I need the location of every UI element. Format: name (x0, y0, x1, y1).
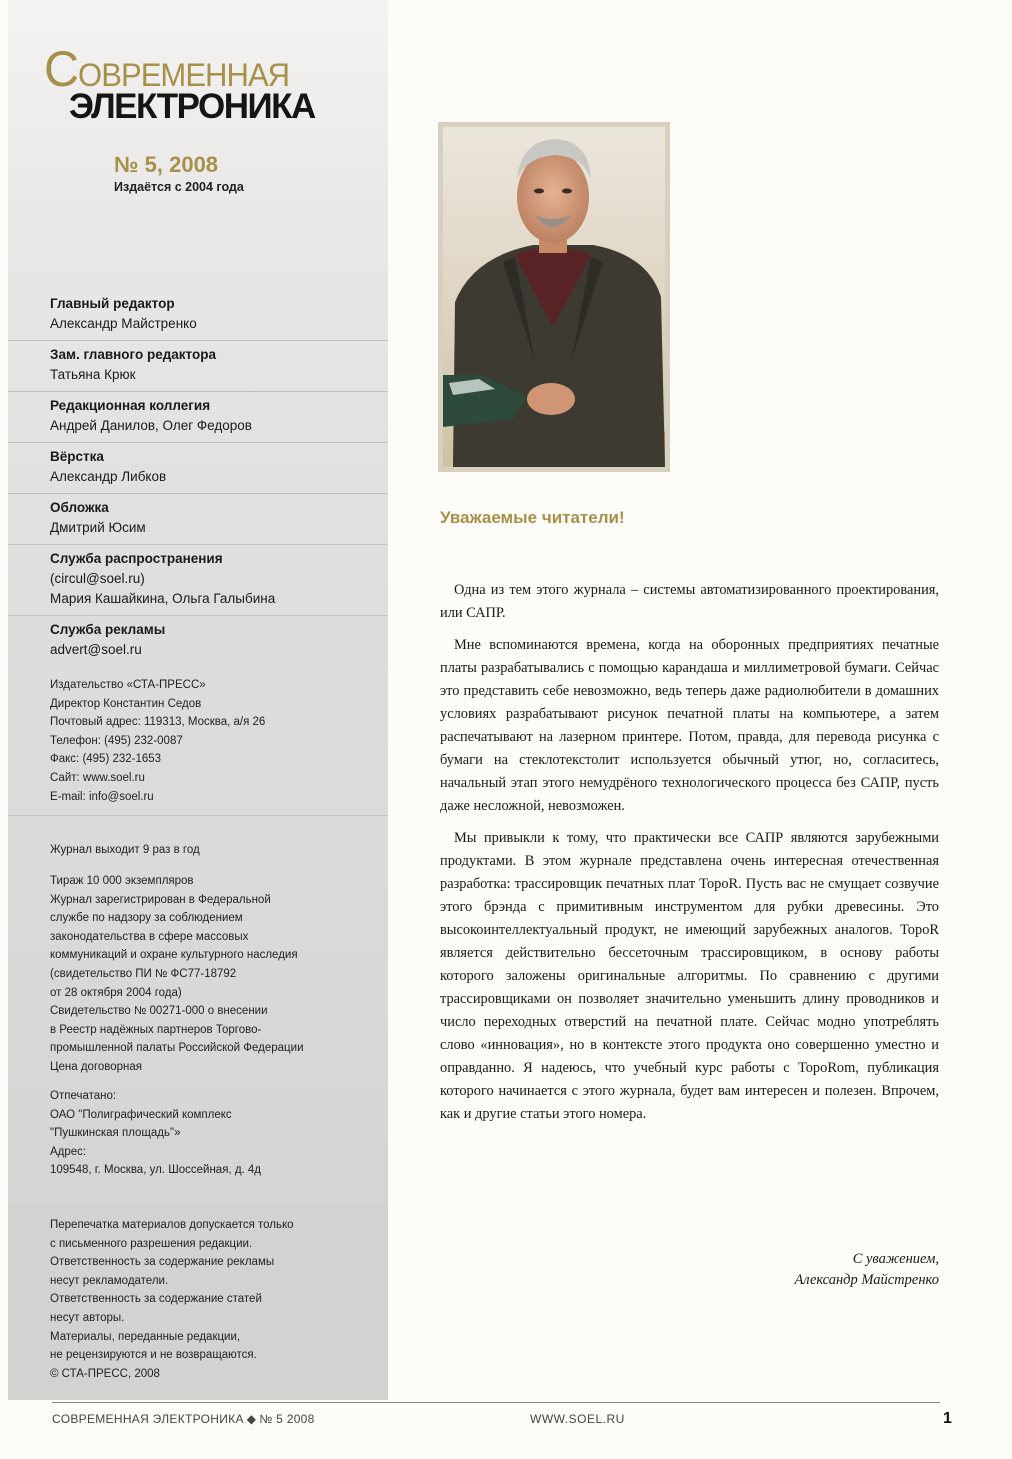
footer-magazine-info (52, 1412, 315, 1426)
publisher-line: Телефон: (495) 232-0087 (50, 734, 183, 747)
registration-line: коммуникаций и охране культурного наследия (50, 949, 298, 962)
legal-line: с письменного разрешения редакции. (50, 1237, 253, 1250)
staff-role: Служба распространения (50, 551, 223, 566)
staff-role: Редакционная коллегия (50, 398, 211, 413)
publisher-line: E-mail: info@soel.ru (50, 790, 154, 803)
legal-line: Ответственность за содержание рекламы (50, 1256, 275, 1269)
legal-line: не рецензируются и не возвращаются. (50, 1349, 257, 1362)
editor-portrait-image (443, 127, 665, 467)
staff-name: Александр Либков (50, 469, 167, 484)
editor-photo (438, 122, 670, 472)
staff-name: Мария Кашайкина, Ольга Галыбина (50, 591, 276, 606)
publisher-line: Почтовый адрес: 119313, Москва, а/я 26 (50, 716, 266, 729)
logo-initial: С (44, 41, 79, 97)
publication-frequency: Журнал выходит 9 раз в год (50, 844, 200, 856)
footer-rule (52, 1402, 940, 1403)
logo-line-2: ЭЛЕКТРОНИКА (69, 87, 315, 126)
printing-line: Адрес: (50, 1145, 87, 1158)
letter-paragraph: Одна из тем этого журнала – системы автоматизированного проектирования, или САПР. (440, 582, 939, 621)
legal-line: Материалы, переданные редакции, (50, 1330, 241, 1343)
letter-signature (794, 1249, 939, 1291)
staff-block (8, 443, 388, 494)
publisher-line: Факс: (495) 232-1653 (50, 753, 162, 766)
publisher-line: Издательство «СТА-ПРЕСС» (50, 679, 206, 691)
registration-line: промышленной палаты Российской Федерации (50, 1042, 304, 1055)
staff-name: Дмитрий Юсим (50, 520, 146, 535)
publisher-line: Сайт: www.soel.ru (50, 771, 145, 784)
staff-list (8, 290, 388, 666)
footer-website: WWW.SOEL.RU (530, 1412, 625, 1426)
published-since: Издаётся с 2004 года (114, 180, 244, 194)
footer-magazine-name: СОВРЕМЕННАЯ ЭЛЕКТРОНИКА (52, 1412, 244, 1426)
staff-role: Вёрстка (50, 449, 104, 464)
staff-name: Андрей Данилов, Олег Федоров (50, 418, 252, 433)
legal-line: Перепечатка материалов допускается только (50, 1219, 294, 1231)
staff-role: Служба рекламы (50, 622, 166, 637)
printing-line: 109548, г. Москва, ул. Шоссейная, д. 4д (50, 1164, 262, 1177)
logo-line-1 (44, 41, 307, 97)
staff-block (8, 290, 388, 341)
magazine-logo (44, 41, 315, 126)
signature-name: Александр Майстренко (794, 1272, 939, 1288)
registration-line: Журнал зарегистрирован в Федеральной (50, 893, 271, 906)
legal-line: несут авторы. (50, 1311, 125, 1324)
signature-closing: С уважением, (852, 1251, 939, 1267)
registration-line: от 28 октября 2004 года) (50, 986, 182, 999)
printing-line: ОАО "Полиграфический комплекс (50, 1108, 232, 1121)
legal-line: Ответственность за содержание статей (50, 1293, 262, 1306)
diamond-separator-icon: ◆ (246, 1412, 257, 1426)
letter-paragraph: Мы привыкли к тому, что практически все САПР являются зарубежными продуктами. В этом журнале представлена очень интересная отечественная разработка: трассировщик печатных плат TopoR. Пусть вас не смущает созвучие этого брэнда с примитивным инструментом для рубки древесины. Это высокоинтеллектуальный продукт, не имеющий зарубежных аналогов. TopoR является действительно бессеточным трассировщиком, в основу работы которого заложены оригинальные алгоритмы. По сравнению с другими трассировщиками он позволяет значительно уменьшить длину проводников и число переходных отверстий на печатной плате. Сейчас модно употреблять слово «инновация», но в контексте этого продукта оно совершенно уместно и оправданно. Я надеюсь, что учебный курс работы с TopoRom, публикация которого начинается с этого журнала, будет вам интересен и полезен. Впрочем, как и другие статьи этого номера. (440, 830, 939, 1122)
staff-block (8, 392, 388, 443)
registration-line: Свидетельство № 00271-000 о внесении (50, 1005, 268, 1018)
printing-line: Отпечатано: (50, 1090, 117, 1102)
legal-line: несут рекламодатели. (50, 1274, 169, 1287)
staff-email: (circul@soel.ru) (50, 571, 145, 586)
legal-line: © СТА-ПРЕСС, 2008 (50, 1367, 160, 1380)
footer-issue: № 5 2008 (259, 1412, 315, 1426)
registration-line: Тираж 10 000 экземпляров (50, 875, 194, 887)
printing-line: "Пушкинская площадь"» (50, 1127, 181, 1140)
staff-block (8, 616, 388, 666)
registration-line: службе по надзору за соблюдением (50, 912, 243, 925)
staff-name: Александр Майстренко (50, 316, 197, 331)
registration-line: в Реестр надёжных партнеров Торгово- (50, 1023, 262, 1036)
registration-line: законодательства в сфере массовых (50, 930, 249, 943)
staff-email: advert@soel.ru (50, 642, 142, 657)
letter-paragraph: Мне вспоминаются времена, когда на оборонных предприятиях печатные платы разрабатывались с помощью карандаша и миллиметровой бумаги. Сейчас это представить себе невозможно, ведь теперь даже радиолюбители в домашних условиях разрабатывают рисунок печатной платы на компьютере, а затем распечатывают на лазерном принтере. Потом, правда, для перевода рисунка с бумаги на стеклотекстолит используется обычный утюг, но, согласитесь, начальный этап этого немудрёного технологического процесса без САПР, пусть даже несложной, невозможен. (440, 637, 939, 814)
staff-block (8, 341, 388, 392)
printing-info (50, 1087, 380, 1180)
logo-word-1: ОВРЕМЕННАЯ (78, 57, 290, 93)
publisher-line: Директор Константин Седов (50, 697, 202, 710)
editor-letter (440, 579, 939, 1135)
staff-block (8, 494, 388, 545)
registration-line: Цена договорная (50, 1060, 143, 1073)
staff-block (8, 545, 388, 616)
publisher-info (8, 676, 388, 816)
staff-role: Обложка (50, 500, 109, 515)
legal-notice (50, 1216, 380, 1383)
registration-line: (свидетельство ПИ № ФС77-18792 (50, 967, 237, 980)
issue-number: № 5, 2008 (114, 152, 219, 177)
registration-info (50, 872, 380, 1077)
staff-role: Зам. главного редактора (50, 347, 216, 362)
staff-name: Татьяна Крюк (50, 367, 136, 382)
page-number: 1 (943, 1410, 952, 1427)
staff-role: Главный редактор (50, 296, 175, 311)
letter-salutation: Уважаемые читатели! (440, 508, 625, 527)
